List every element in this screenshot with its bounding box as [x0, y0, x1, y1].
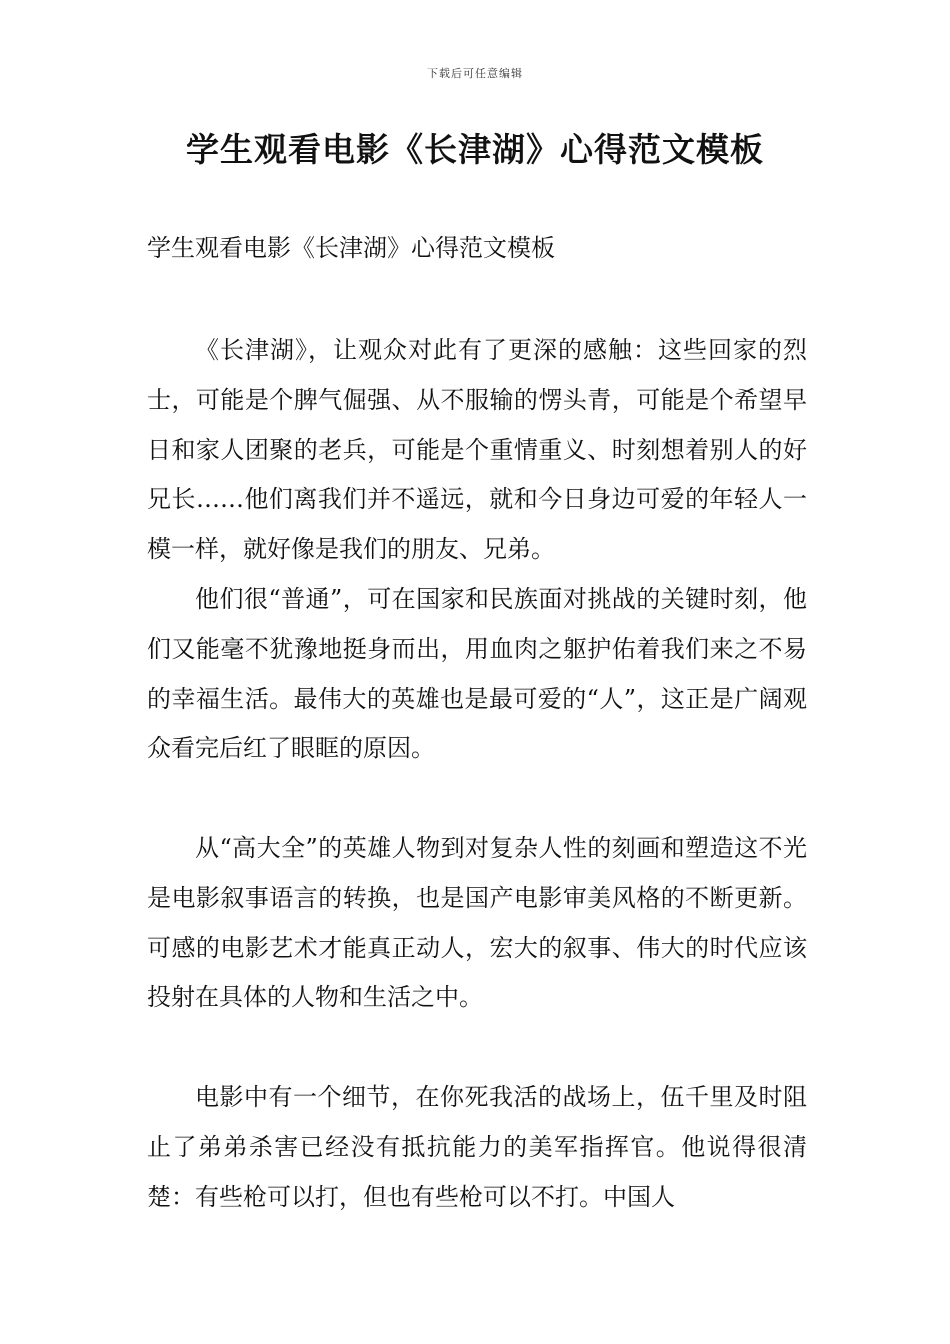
paragraph-1: 《长津湖》，让观众对此有了更深的感触：这些回家的烈士，可能是个脾气倔强、从不服输的愣头青，可能是个希望早日和家人团聚的老兵，可能是个重情重义、时刻想着别人的好兄长……他们离我们并不遥远，就和今日身边可爱的年轻人一模一样，就好像是我们的朋友、兄弟。 — [147, 336, 807, 564]
paragraph-4: 电影中有一个细节，在你死我活的战场上，伍千里及时阻止了弟弟杀害已经没有抵抗能力的美军指挥官。他说得很清楚：有些枪可以打，但也有些枪可以不打。中国人 — [147, 1083, 807, 1211]
paragraph-2: 他们很“普通”，可在国家和民族面对挑战的关键时刻，他们又能毫不犹豫地挺身而出，用血肉之躯护佑着我们来之不易的幸福生活。最伟大的英雄也是最可爱的“人”，这正是广阔观众看完后红了眼眶的原因。 — [147, 585, 807, 763]
header-note: 下载后可任意编辑 — [427, 67, 523, 80]
paragraph-3: 从“高大全”的英雄人物到对复杂人性的刻画和塑造这不光是电影叙事语言的转换，也是国产电影审美风格的不断更新。可感的电影艺术才能真正动人，宏大的叙事、伟大的时代应该投射在具体的人物和生活之中。 — [147, 834, 807, 1012]
document-subtitle: 学生观看电影《长津湖》心得范文模板 — [147, 234, 555, 262]
document-title: 学生观看电影《长津湖》心得范文模板 — [186, 130, 764, 169]
